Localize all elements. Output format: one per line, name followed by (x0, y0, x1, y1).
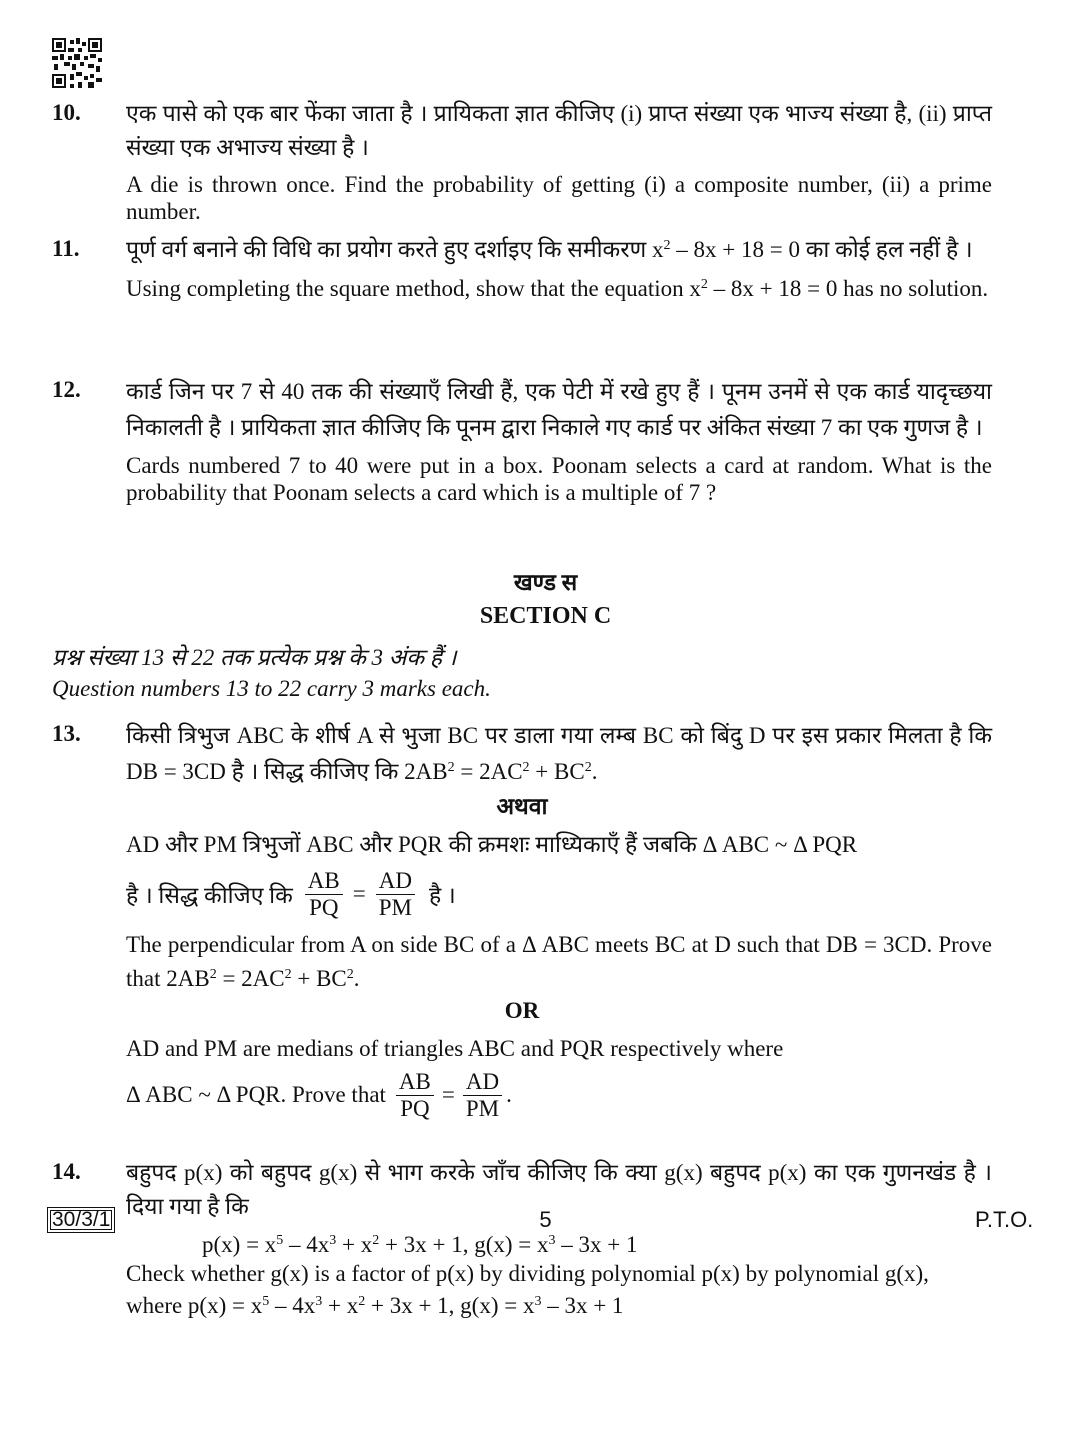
qr-code (52, 38, 102, 88)
section-note-english: Question numbers 13 to 22 carry 3 marks each. (52, 676, 491, 701)
or-label: OR (504, 998, 540, 1023)
question-number: 13. (52, 721, 81, 746)
alternative-equation-hindi: है । सिद्ध कीजिए कि $\frac{AB}{PQ}$ = $\frac{AD}{PM}$ है । (126, 867, 456, 920)
page-number: 5 (539, 1207, 552, 1232)
alternative-equation-english: Δ ABC ~ Δ PQR. Prove that $\frac{AB}{PQ}$ = $\frac{AD}{PM}$ . (126, 1068, 512, 1121)
fraction: $\frac{AB}{PQ}$ (305, 868, 343, 921)
question-text-hindi: पूर्ण वर्ग बनाने की विधि का प्रयोग करते हुए दर्शाइए कि समीकरण $x^2 - 8x + 18 = 0$ का कोई हल नहीं है । (126, 237, 973, 262)
fraction: $\frac{AD}{PM}$ (376, 868, 415, 921)
question-11 (52, 233, 992, 302)
question-text-english: The perpendicular from A on side BC of a Δ ABC meets BC at D such that DB = 3CD. Prove that $2AB^2 = 2AC^2 + BC^2$. (126, 932, 992, 991)
section-note-hindi: प्रश्न संख्या 13 से 22 तक प्रत्येक प्रश्न के 3 अंक हैं । (52, 645, 457, 670)
polynomial-formula-english: where $p(x) = x^5 - 4x^3 + x^2 + 3x + 1$, $g(x) = x^3 - 3x + 1$ (126, 1293, 624, 1318)
question-14 (52, 1156, 992, 1321)
fraction: $\frac{AD}{PM}$ (463, 1069, 502, 1122)
pto-label: P.T.O. (975, 1207, 1034, 1232)
section-title-hindi: खण्ड स (513, 570, 578, 595)
question-text-english: Using completing the square method, show that the equation $x^2 - 8x + 18 = 0$ has no solution. (126, 276, 989, 301)
question-13 (52, 718, 992, 1124)
question-number: 12. (52, 377, 81, 402)
question-text-english: Cards numbered 7 to 40 were put in a box. Poonam selects a card at random. What is the probability that Poonam selects a card which is a multiple of 7 ? (126, 453, 992, 505)
alternative-text-english: AD and PM are medians of triangles ABC and PQR respectively where (126, 1036, 784, 1061)
polynomial-formula: $p(x) = x^5 - 4x^3 + x^2 + 3x + 1$, $g(x) = x^3 - 3x + 1$ (202, 1232, 638, 1257)
question-text-english: Check whether g(x) is a factor of p(x) by dividing polynomial p(x) by polynomial g(x), (126, 1261, 929, 1286)
question-10 (52, 97, 992, 225)
fraction: $\frac{AB}{PQ}$ (396, 1069, 434, 1122)
question-number: 11. (52, 236, 80, 261)
question-text-hindi: किसी त्रिभुज ABC के शीर्ष A से भुजा BC पर डाला गया लम्ब BC को बिंदु D पर इस प्रकार मिलता है कि DB = 3CD है । सिद्ध कीजिए कि $2AB^2 = 2AC^2 + BC^2$. (126, 723, 992, 784)
question-12 (52, 374, 992, 506)
question-text-english: A die is thrown once. Find the probability of getting (i) a composite number, (ii) a prime number. (126, 172, 992, 224)
section-title: SECTION C (479, 603, 612, 629)
paper-code: 30/3/1 (47, 1207, 115, 1233)
or-label-hindi: अथवा (496, 794, 548, 819)
alternative-text-hindi: AD और PM त्रिभुजों ABC और PQR की क्रमशः माध्यिकाएँ हैं जबकि Δ ABC ~ Δ PQR (126, 832, 858, 857)
question-text-hindi: एक पासे को एक बार फेंका जाता है । प्रायिकता ज्ञात कीजिए (i) प्राप्त संख्या एक भाज्य संख्या है, (ii) प्राप्त संख्या एक अभाज्य संख्या है । (126, 101, 992, 160)
question-text-hindi: बहुपद p(x) को बहुपद g(x) से भाग करके जाँच कीजिए कि क्या g(x) बहुपद p(x) का एक गुणनखंड है । दिया गया है कि (126, 1160, 992, 1219)
question-number: 14. (52, 1159, 81, 1184)
question-number: 10. (52, 100, 81, 125)
question-text-hindi: कार्ड जिन पर 7 से 40 तक की संख्याएँ लिखी हैं, एक पेटी में रखे हुए हैं । पूनम उनमें से एक कार्ड यादृच्छया निकालती है । प्रायिकता ज्ञात कीजिए कि पूनम द्वारा निकाले गए कार्ड पर अंकित संख्या 7 का एक गुणज है । (126, 379, 992, 440)
